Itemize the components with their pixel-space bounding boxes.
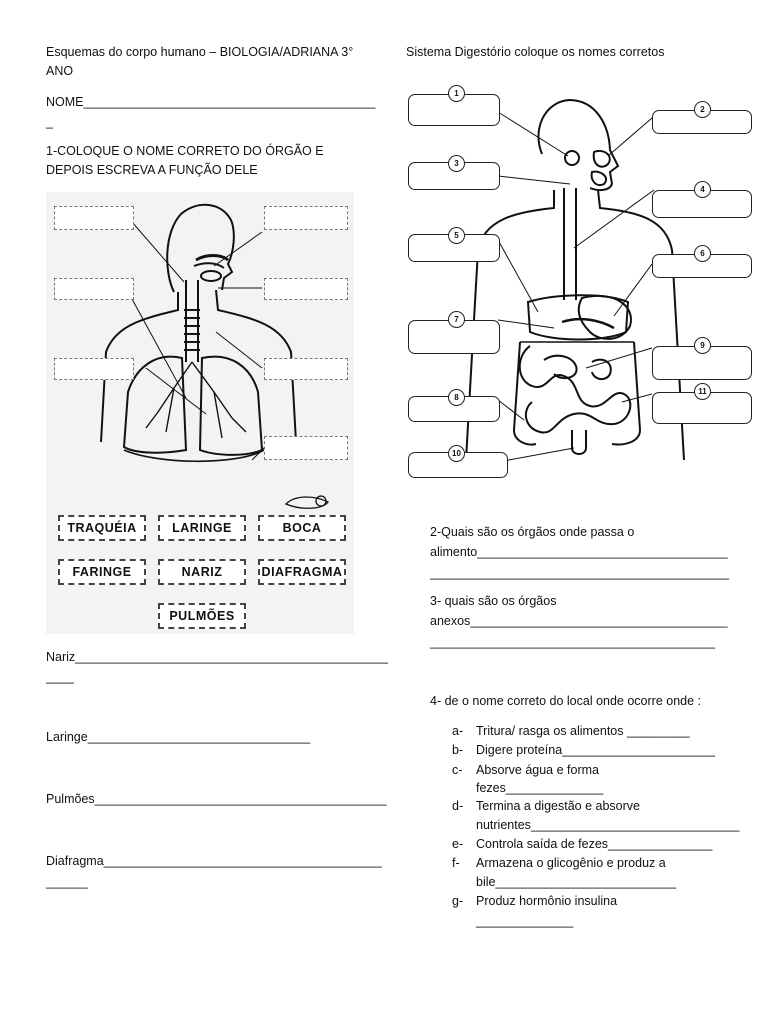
q4-item-letter: f- [452,856,460,870]
q4-item-letter: e- [452,837,464,851]
digestive-title: Sistema Digestório coloque os nomes corretos [406,45,665,59]
number-badge-6: 6 [694,245,711,262]
number-badge-5: 5 [448,227,465,244]
q3-answer-extra[interactable]: _________________________________________ [430,635,716,649]
word-card-traqueia[interactable]: TRAQUÉIA [58,515,146,541]
q4-item-letter: a- [452,724,464,738]
number-badge-7: 7 [448,311,465,328]
q4-item-letter: b- [452,743,464,757]
number-badge-3: 3 [448,155,465,172]
q2-line1: 2-Quais são os órgãos onde passa o [430,525,635,539]
word-card-nariz[interactable]: NARIZ [158,559,246,585]
q4-item-letter: c- [452,763,463,777]
blank-label-box[interactable] [264,278,348,300]
q4-item-c: Absorve água e forma [476,763,599,777]
number-badge-1: 1 [448,85,465,102]
q4-item-f-answer[interactable]: bile__________________________ [476,875,677,889]
word-card-diafragma[interactable]: DIAFRAGMA [258,559,346,585]
word-card-boca[interactable]: BOCA [258,515,346,541]
q4-item-f: Armazena o glicogênio e produz a [476,856,666,870]
q4-item-c-answer[interactable]: fezes______________ [476,781,604,795]
blank-label-box[interactable] [264,436,348,460]
answer-nariz[interactable]: Nariz_____________________________________________ [46,650,389,664]
number-badge-4: 4 [694,181,711,198]
worksheet-header: Esquemas do corpo humano – BIOLOGIA/ADRIANA 3° ANO [46,45,354,78]
name-field-tail: _ [46,115,53,129]
q4-item-a[interactable]: Tritura/ rasga os alimentos _________ [476,724,690,738]
number-badge-10: 10 [448,445,465,462]
q4-item-d-answer[interactable]: nutrientes______________________________ [476,818,740,832]
q4-title: 4- de o nome correto do local onde ocorre onde : [430,694,702,708]
q4-item-letter: d- [452,799,464,813]
q3-line1: 3- quais são os órgãos [430,594,557,608]
number-badge-11: 11 [694,383,711,400]
word-card-pulmoes[interactable]: PULMÕES [158,603,246,629]
answer-diafragma[interactable]: Diafragma________________________________________ [46,854,382,868]
digestive-diagram [404,80,764,480]
q3-answer[interactable]: anexos_____________________________________ [430,614,728,628]
blank-label-box[interactable] [264,358,348,380]
q4-item-b[interactable]: Digere proteína______________________ [476,743,716,757]
word-card-laringe[interactable]: LARINGE [158,515,246,541]
blank-label-box[interactable] [264,206,348,230]
blank-label-box[interactable] [54,206,134,230]
q4-item-d: Termina a digestão e absorve [476,799,640,813]
answer-pulmoes[interactable]: Pulmões__________________________________________ [46,792,387,806]
blank-label-box[interactable] [54,358,134,380]
instruction-1: 1-COLOQUE O NOME CORRETO DO ÓRGÃO E DEPOIS ESCREVA A FUNÇÃO DELE [46,144,324,177]
name-field[interactable]: NOME__________________________________________ [46,95,376,109]
word-card-faringe[interactable]: FARINGE [58,559,146,585]
respiratory-diagram [46,192,354,634]
answer-diafragma-tail: ______ [46,875,88,889]
blank-label-box[interactable] [54,278,134,300]
q2-answer-extra[interactable]: ___________________________________________ [430,566,729,580]
q4-item-e[interactable]: Controla saída de fezes_______________ [476,837,713,851]
q4-item-g-answer[interactable]: ______________ [476,914,574,928]
q4-item-g: Produz hormônio insulina [476,894,618,908]
q4-item-letter: g- [452,894,464,908]
number-badge-9: 9 [694,337,711,354]
number-badge-8: 8 [448,389,465,406]
answer-nariz-tail: ____ [46,670,74,684]
number-badge-2: 2 [694,101,711,118]
answer-laringe[interactable]: Laringe________________________________ [46,730,311,744]
q2-answer[interactable]: alimento____________________________________ [430,545,728,559]
